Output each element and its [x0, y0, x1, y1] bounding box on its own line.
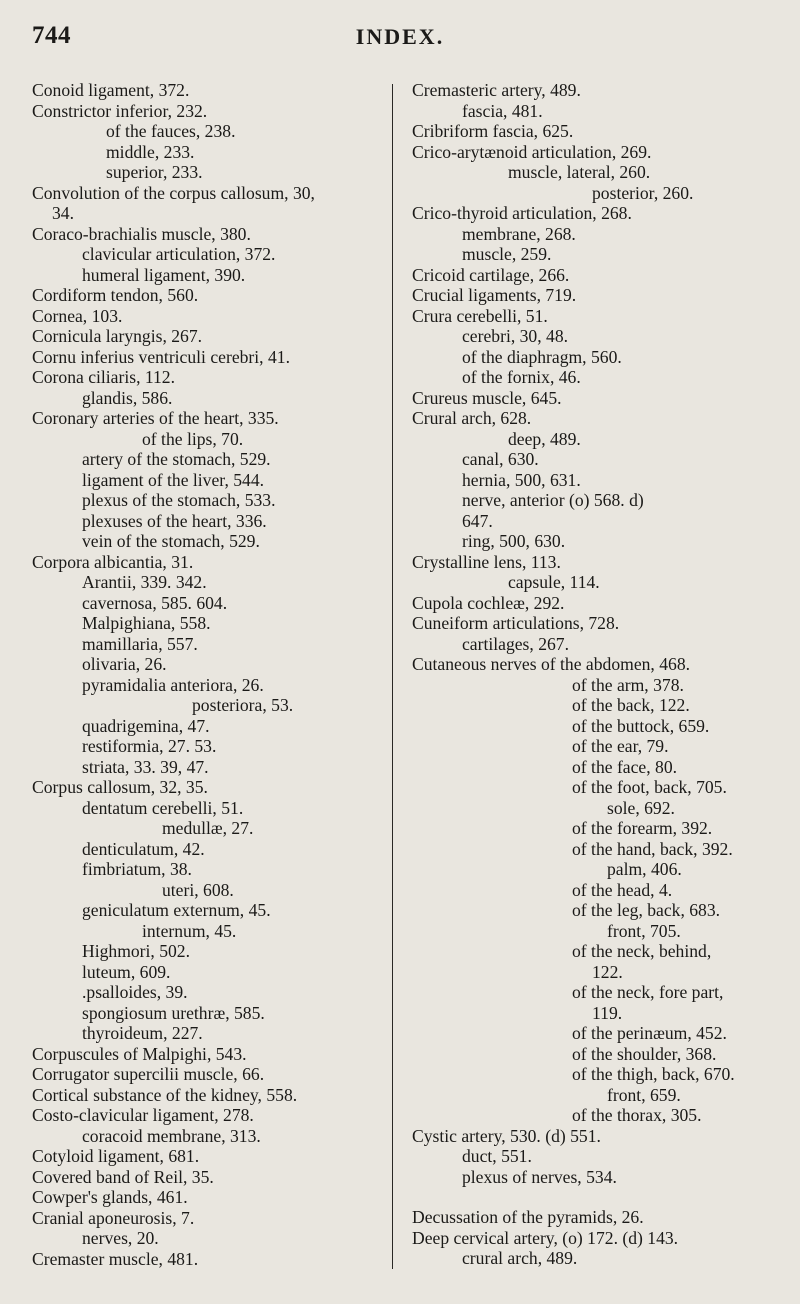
index-entry: nerve, anterior (o) 568. d) — [462, 490, 644, 510]
page-number: 744 — [32, 22, 71, 49]
index-entry: Cremaster muscle, 481. — [32, 1248, 199, 1269]
index-entry: Cupola cochleæ, 292. — [412, 592, 565, 613]
index-entry: Cordiform tendon, 560. — [32, 285, 199, 305]
index-entry: of the face, 80. — [572, 756, 678, 777]
index-entry: duct, 551. — [462, 1146, 532, 1166]
index-entry: of the lips, 70. — [142, 428, 244, 449]
index-entry: Cremasteric artery, 489. — [412, 80, 581, 100]
index-entry: cerebri, 30, 48. — [462, 326, 569, 346]
index-entry: of the buttock, 659. — [572, 715, 710, 736]
index-entry: of the shoulder, 368. — [572, 1043, 717, 1064]
index-entry: Constrictor inferior, 232. — [32, 100, 208, 121]
running-head: INDEX. — [355, 24, 445, 49]
index-entry: Corrugator supercilii muscle, 66. — [32, 1064, 265, 1084]
index-gap — [412, 1187, 772, 1207]
index-entry: Crural arch, 628. — [412, 408, 532, 428]
index-entry: plexuses of the heart, 336. — [82, 510, 267, 531]
index-entry: Convolution of the corpus callosum, 30, — [32, 182, 315, 203]
index-entry: denticulatum, 42. — [82, 838, 205, 859]
index-entry: Corona ciliaris, 112. — [32, 367, 176, 387]
index-entry: dentatum cerebelli, 51. — [82, 797, 244, 818]
index-entry: ring, 500, 630. — [462, 531, 566, 551]
index-entry: of the fauces, 238. — [106, 121, 236, 141]
index-entry: Crystalline lens, 113. — [412, 551, 561, 572]
index-entry: humeral ligament, 390. — [82, 264, 246, 285]
index-entry: plexus of the stomach, 533. — [82, 490, 276, 510]
index-entry: Cuneiform articulations, 728. — [412, 613, 620, 633]
index-entry: front, 705. — [607, 920, 681, 941]
index-entry: Malpighiana, 558. — [82, 613, 211, 633]
index-entry: sole, 692. — [607, 797, 675, 818]
index-entry: clavicular articulation, 372. — [82, 244, 276, 264]
index-entry: Corpus callosum, 32, 35. — [32, 777, 208, 797]
index-entry: Conoid ligament, 372. — [32, 80, 190, 100]
index-entry: nerves, 20. — [82, 1228, 159, 1248]
index-entry: artery of the stomach, 529. — [82, 449, 271, 469]
index-entry: Cowper's glands, 461. — [32, 1187, 188, 1207]
index-entry: Crura cerebelli, 51. — [412, 305, 548, 326]
index-entry: crural arch, 489. — [462, 1248, 578, 1268]
index-column-right — [412, 80, 772, 1269]
index-entry: of the diaphragm, 560. — [462, 346, 622, 367]
index-entry: thyroideum, 227. — [82, 1023, 203, 1043]
index-column-left — [32, 80, 392, 1269]
index-entry: pyramidalia anteriora, 26. — [82, 674, 264, 695]
index-entry: Cornea, 103. — [32, 305, 123, 326]
index-entry: Cricoid cartilage, 266. — [412, 264, 570, 285]
index-entry: internum, 45. — [142, 920, 237, 941]
index-entry: of the head, 4. — [572, 879, 673, 900]
index-entry: front, 659. — [607, 1084, 681, 1105]
index-entry: luteum, 609. — [82, 961, 171, 982]
index-entry: superior, 233. — [106, 162, 203, 182]
index-entry: restiformia, 27. 53. — [82, 736, 217, 756]
index-entry: middle, 233. — [106, 141, 195, 162]
index-entry: geniculatum externum, 45. — [82, 900, 271, 920]
index-entry: of the ear, 79. — [572, 736, 669, 756]
index-entry: muscle, 259. — [462, 244, 552, 264]
index-entry: Cornicula laryngis, 267. — [32, 326, 203, 346]
index-entry: Deep cervical artery, (o) 172. (d) 143. — [412, 1227, 679, 1248]
page-header — [32, 22, 768, 52]
index-entry: Cutaneous nerves of the abdomen, 468. — [412, 654, 691, 674]
index-entry: 119. — [592, 1002, 623, 1023]
index-entry: of the back, 122. — [572, 695, 690, 715]
index-entry: of the forearm, 392. — [572, 818, 713, 838]
index-entry: Crucial ligaments, 719. — [412, 285, 577, 305]
index-entry: .psalloides, 39. — [82, 982, 188, 1002]
index-entry: posterior, 260. — [592, 182, 694, 203]
index-entry: Crureus muscle, 645. — [412, 387, 562, 408]
index-entry: hernia, 500, 631. — [462, 469, 581, 490]
index-entry: 122. — [592, 961, 623, 982]
index-entry: Crico-thyroid articulation, 268. — [412, 203, 632, 223]
index-entry: of the neck, fore part, — [572, 982, 724, 1002]
index-entry: coracoid membrane, 313. — [82, 1125, 261, 1146]
index-entry: medullæ, 27. — [162, 818, 254, 838]
index-entry: Covered band of Reil, 35. — [32, 1166, 214, 1187]
index-entry: olivaria, 26. — [82, 654, 167, 674]
index-entry: 647. — [462, 510, 493, 531]
index-entry: cartilages, 267. — [462, 633, 569, 654]
index-entry: canal, 630. — [462, 449, 539, 469]
index-entry: uteri, 608. — [162, 879, 234, 900]
index-entry: muscle, lateral, 260. — [508, 162, 651, 182]
index-entry: ligament of the liver, 544. — [82, 469, 265, 490]
index-entry: of the perinæum, 452. — [572, 1023, 727, 1043]
index-entry: plexus of nerves, 534. — [462, 1166, 617, 1187]
index-entry: Cortical substance of the kidney, 558. — [32, 1084, 298, 1105]
index-entry: deep, 489. — [508, 428, 581, 449]
index-entry: of the thigh, back, 670. — [572, 1064, 735, 1084]
index-entry: of the foot, back, 705. — [572, 777, 727, 797]
index-entry: Coraco-brachialis muscle, 380. — [32, 223, 251, 244]
index-entry: Coronary arteries of the heart, 335. — [32, 408, 279, 428]
index-entry: striata, 33. 39, 47. — [82, 756, 209, 777]
index-entry: of the fornix, 46. — [462, 367, 581, 387]
index-entry: Corpora albicantia, 31. — [32, 551, 194, 572]
index-entry: Highmori, 502. — [82, 941, 191, 961]
index-entry: capsule, 114. — [508, 572, 600, 592]
index-entry: 34. — [52, 203, 74, 223]
index-entry: mamillaria, 557. — [82, 633, 198, 654]
index-entry: Corpuscules of Malpighi, 543. — [32, 1043, 247, 1064]
index-entry: Arantii, 339. 342. — [82, 572, 207, 592]
index-entry: of the thorax, 305. — [572, 1105, 702, 1125]
index-entry: Costo-clavicular ligament, 278. — [32, 1105, 254, 1125]
index-entry: of the neck, behind, — [572, 941, 712, 961]
index-entry: Crico-arytænoid articulation, 269. — [412, 141, 652, 162]
index-entry: Decussation of the pyramids, 26. — [412, 1207, 644, 1227]
index-entry: Cranial aponeurosis, 7. — [32, 1207, 195, 1228]
index-entry: vein of the stomach, 529. — [82, 531, 260, 551]
index-entry: Cotyloid ligament, 681. — [32, 1146, 200, 1166]
index-entry: posteriora, 53. — [192, 695, 294, 715]
index-entry: spongiosum urethræ, 585. — [82, 1002, 265, 1023]
index-entry: of the arm, 378. — [572, 674, 684, 695]
index-entry: Cornu inferius ventriculi cerebri, 41. — [32, 346, 290, 367]
index-entry: Cribriform fascia, 625. — [412, 121, 574, 141]
index-entry: Cystic artery, 530. (d) 551. — [412, 1125, 601, 1146]
column-divider — [392, 84, 393, 1269]
index-entry: quadrigemina, 47. — [82, 715, 210, 736]
index-entry: glandis, 586. — [82, 387, 173, 408]
index-entry: palm, 406. — [607, 859, 682, 879]
index-entry: of the hand, back, 392. — [572, 838, 733, 859]
index-entry: of the leg, back, 683. — [572, 900, 721, 920]
index-entry: fascia, 481. — [462, 100, 543, 121]
index-entry: membrane, 268. — [462, 223, 576, 244]
index-entry: fimbriatum, 38. — [82, 859, 192, 879]
index-entry: cavernosa, 585. 604. — [82, 592, 228, 613]
